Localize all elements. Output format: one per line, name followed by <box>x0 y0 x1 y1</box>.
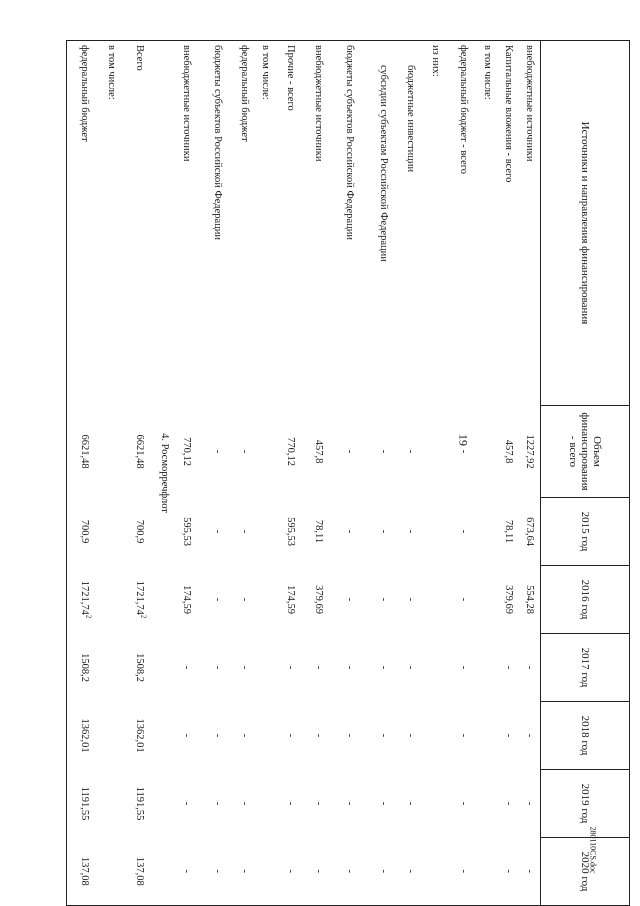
cell-value: - <box>503 733 515 738</box>
cell-y2018 <box>172 702 200 770</box>
cell-y2020 <box>477 838 498 906</box>
cell-y2017 <box>276 634 304 702</box>
cell-value: - <box>212 529 223 534</box>
cell-y2017 <box>234 634 255 702</box>
cell-y2015 <box>101 498 122 566</box>
cell-total <box>449 406 477 498</box>
cell-value: 1362,01 <box>79 718 90 753</box>
header-2019: 2019 год <box>541 770 630 838</box>
cell-value: - <box>405 449 417 454</box>
cell-value: 137,08 <box>134 856 145 886</box>
table-row <box>366 41 400 906</box>
document-filename: 280110CS.doc <box>588 826 598 874</box>
cell-y2020 <box>519 838 541 906</box>
table-row <box>276 41 304 906</box>
cell-y2015 <box>304 498 332 566</box>
cell-y2018 <box>519 702 541 770</box>
cell-value: - <box>212 665 223 670</box>
table-header-row <box>541 41 630 906</box>
cell-y2016 <box>366 566 400 634</box>
cell-value: - <box>313 733 324 738</box>
cell-total <box>67 406 102 498</box>
cell-y2018 <box>400 702 421 770</box>
cell-value: - <box>458 449 469 454</box>
cell-total <box>276 406 304 498</box>
cell-y2016 <box>122 566 156 634</box>
row-label: федеральный бюджет <box>67 41 102 406</box>
table-row <box>519 41 541 906</box>
table-row <box>477 41 498 906</box>
table-row <box>122 41 156 906</box>
cell-value: - <box>285 733 296 738</box>
cell-y2016 <box>276 566 304 634</box>
cell-y2020 <box>400 838 421 906</box>
row-label: внебюджетные источники <box>524 45 536 162</box>
cell-value: - <box>344 449 355 454</box>
cell-y2017 <box>304 634 332 702</box>
cell-y2019 <box>498 770 519 838</box>
cell-total <box>101 406 122 498</box>
cell-y2020 <box>304 838 332 906</box>
cell-value: 1227,92 <box>524 434 536 469</box>
cell-y2019 <box>366 770 400 838</box>
cell-y2015 <box>172 498 200 566</box>
table-row <box>234 41 255 906</box>
cell-value: 1721,74 <box>79 580 90 615</box>
cell-total <box>519 406 541 498</box>
row-label: в том числе: <box>260 45 272 100</box>
cell-y2015 <box>200 498 234 566</box>
row-label: внебюджетные источники <box>313 45 324 162</box>
cell-y2019 <box>400 770 421 838</box>
cell-y2019 <box>519 770 541 838</box>
cell-value: - <box>524 801 536 806</box>
cell-y2020 <box>234 838 255 906</box>
cell-total <box>200 406 234 498</box>
cell-y2015 <box>332 498 366 566</box>
cell-y2015 <box>366 498 400 566</box>
cell-y2020 <box>366 838 400 906</box>
cell-y2019 <box>255 770 276 838</box>
cell-value: - <box>524 665 536 670</box>
cell-y2015 <box>234 498 255 566</box>
cell-y2019 <box>421 770 449 838</box>
cell-value: - <box>344 665 355 670</box>
cell-total <box>477 406 498 498</box>
cell-value: 457,8 <box>503 439 515 464</box>
cell-y2016 <box>332 566 366 634</box>
footnote-marker: 2 <box>139 614 148 619</box>
cell-value: 457,8 <box>313 439 324 464</box>
cell-y2015 <box>449 498 477 566</box>
cell-y2017 <box>200 634 234 702</box>
row-label: Прочие - всего <box>285 45 296 111</box>
cell-y2018 <box>200 702 234 770</box>
cell-y2017 <box>519 634 541 702</box>
cell-value: - <box>212 733 223 738</box>
cell-value: 379,69 <box>503 585 515 614</box>
cell-y2018 <box>421 702 449 770</box>
cell-value: 379,69 <box>313 585 324 614</box>
cell-value: - <box>285 869 296 873</box>
table-row <box>421 41 449 906</box>
cell-y2020 <box>449 838 477 906</box>
cell-y2016 <box>449 566 477 634</box>
cell-y2017 <box>67 634 102 702</box>
cell-y2019 <box>122 770 156 838</box>
cell-value: - <box>285 665 296 670</box>
cell-value: 700,9 <box>79 519 90 544</box>
cell-y2016 <box>234 566 255 634</box>
cell-value: - <box>458 733 469 738</box>
cell-value: - <box>181 665 192 670</box>
cell-value: - <box>285 801 296 806</box>
cell-value: - <box>181 869 192 873</box>
cell-total <box>366 406 400 498</box>
cell-value: - <box>344 869 355 873</box>
cell-y2019 <box>276 770 304 838</box>
cell-value: - <box>458 597 469 602</box>
cell-y2017 <box>122 634 156 702</box>
cell-value: 6621,48 <box>134 434 145 469</box>
cell-value: - <box>212 597 223 602</box>
cell-y2016 <box>498 566 519 634</box>
cell-y2017 <box>172 634 200 702</box>
cell-value: - <box>458 665 469 670</box>
cell-y2020 <box>200 838 234 906</box>
cell-value: - <box>524 869 536 873</box>
cell-y2019 <box>101 770 122 838</box>
cell-y2017 <box>421 634 449 702</box>
cell-value: 554,28 <box>524 585 536 614</box>
cell-y2018 <box>477 702 498 770</box>
cell-value: 700,9 <box>134 519 145 544</box>
row-label: субсидии субъектам Российской Федерации <box>378 65 389 262</box>
cell-y2018 <box>449 702 477 770</box>
cell-y2015 <box>67 498 102 566</box>
cell-value: - <box>378 665 389 670</box>
cell-y2018 <box>332 702 366 770</box>
cell-y2018 <box>101 702 122 770</box>
cell-value: - <box>405 529 417 534</box>
rotated-table-container <box>79 40 630 905</box>
cell-total <box>255 406 276 498</box>
cell-y2020 <box>421 838 449 906</box>
cell-y2016 <box>400 566 421 634</box>
cell-value: 1191,55 <box>134 786 145 821</box>
cell-value: - <box>239 801 251 806</box>
cell-total <box>122 406 156 498</box>
row-label: федеральный бюджет <box>239 45 251 142</box>
cell-value: 1508,2 <box>79 653 90 682</box>
cell-value: - <box>458 529 469 534</box>
cell-y2018 <box>276 702 304 770</box>
cell-value: - <box>239 665 251 670</box>
table-row <box>67 41 102 906</box>
cell-y2020 <box>255 838 276 906</box>
cell-value: 595,53 <box>285 517 296 546</box>
table-row <box>101 41 122 906</box>
cell-y2020 <box>276 838 304 906</box>
cell-value: - <box>239 449 251 454</box>
cell-y2020 <box>332 838 366 906</box>
cell-total <box>172 406 200 498</box>
cell-y2017 <box>400 634 421 702</box>
table-row <box>172 41 200 906</box>
table-row <box>255 41 276 906</box>
header-2017: 2017 год <box>541 634 630 702</box>
cell-value: - <box>313 869 324 873</box>
cell-y2016 <box>477 566 498 634</box>
cell-value: 174,59 <box>285 585 296 614</box>
cell-value: - <box>405 733 417 738</box>
cell-value: 673,64 <box>524 517 536 546</box>
cell-value: 770,12 <box>285 437 296 466</box>
cell-y2019 <box>172 770 200 838</box>
cell-y2020 <box>122 838 156 906</box>
table-row <box>449 41 477 906</box>
cell-y2019 <box>477 770 498 838</box>
table-row <box>400 41 421 906</box>
cell-value: 1362,01 <box>134 718 145 753</box>
cell-y2016 <box>304 566 332 634</box>
cell-value: - <box>212 801 223 806</box>
cell-value: - <box>344 801 355 806</box>
cell-value: - <box>405 869 417 873</box>
cell-value: - <box>458 801 469 806</box>
cell-value: 1191,55 <box>79 786 90 821</box>
cell-total <box>400 406 421 498</box>
cell-value: - <box>212 449 223 454</box>
cell-total <box>421 406 449 498</box>
cell-total <box>498 406 519 498</box>
row-label: в том числе: <box>106 45 118 100</box>
cell-value: - <box>378 801 389 806</box>
cell-y2019 <box>304 770 332 838</box>
cell-total <box>234 406 255 498</box>
cell-value: 1721,74 <box>134 580 145 615</box>
cell-value: 1508,2 <box>134 653 145 682</box>
row-label: Капитальные вложения - всего <box>503 45 515 183</box>
header-2020: 2020 год <box>541 838 630 906</box>
cell-value: - <box>313 665 324 670</box>
cell-value: - <box>239 529 251 534</box>
cell-y2019 <box>67 770 102 838</box>
cell-y2020 <box>172 838 200 906</box>
cell-y2020 <box>67 838 102 906</box>
cell-y2015 <box>477 498 498 566</box>
row-label: бюджеты субъектов Российской Федерации <box>212 45 223 241</box>
cell-y2019 <box>449 770 477 838</box>
cell-y2015 <box>122 498 156 566</box>
cell-value: 78,11 <box>313 519 324 544</box>
table-row <box>200 41 234 906</box>
cell-y2017 <box>498 634 519 702</box>
cell-y2016 <box>519 566 541 634</box>
cell-value: - <box>344 529 355 534</box>
header-total: Объем финансирования - всего <box>541 406 630 498</box>
cell-value: - <box>212 869 223 873</box>
cell-y2016 <box>200 566 234 634</box>
cell-y2015 <box>421 498 449 566</box>
cell-y2020 <box>101 838 122 906</box>
financing-table <box>66 40 630 906</box>
cell-y2018 <box>122 702 156 770</box>
cell-value: - <box>405 801 417 806</box>
cell-value: - <box>378 869 389 873</box>
cell-value: - <box>239 597 251 602</box>
cell-y2017 <box>477 634 498 702</box>
cell-y2019 <box>234 770 255 838</box>
cell-value: - <box>378 449 389 454</box>
cell-y2018 <box>67 702 102 770</box>
cell-y2017 <box>101 634 122 702</box>
header-2018: 2018 год <box>541 702 630 770</box>
cell-value: - <box>239 869 251 873</box>
cell-value: - <box>313 801 324 806</box>
table-row <box>498 41 519 906</box>
cell-value: 595,53 <box>181 517 192 546</box>
cell-total <box>332 406 366 498</box>
cell-value: - <box>378 733 389 738</box>
cell-value: - <box>405 665 417 670</box>
cell-value: - <box>378 597 389 602</box>
cell-y2015 <box>400 498 421 566</box>
row-label: федеральный бюджет - всего <box>458 45 469 175</box>
row-label: Всего <box>134 45 145 71</box>
cell-y2017 <box>332 634 366 702</box>
cell-y2018 <box>255 702 276 770</box>
cell-y2015 <box>255 498 276 566</box>
cell-y2018 <box>304 702 332 770</box>
cell-value: - <box>344 597 355 602</box>
cell-value: - <box>181 801 192 806</box>
cell-y2017 <box>449 634 477 702</box>
cell-y2018 <box>366 702 400 770</box>
cell-y2016 <box>172 566 200 634</box>
cell-y2018 <box>234 702 255 770</box>
cell-y2015 <box>498 498 519 566</box>
row-label: внебюджетные источники <box>181 45 192 162</box>
cell-value: - <box>503 869 515 873</box>
header-source: Источники и направления финансирования <box>541 41 630 406</box>
cell-value: 770,12 <box>181 437 192 466</box>
cell-y2019 <box>200 770 234 838</box>
row-label: в том числе: <box>482 45 494 100</box>
cell-y2016 <box>67 566 102 634</box>
cell-value: 174,59 <box>181 585 192 614</box>
footnote-marker: 2 <box>84 614 93 619</box>
section-row <box>156 41 172 906</box>
cell-value: - <box>524 733 536 738</box>
cell-y2018 <box>498 702 519 770</box>
cell-y2017 <box>255 634 276 702</box>
table-row <box>332 41 366 906</box>
cell-value: - <box>503 801 515 806</box>
row-label: бюджетные инвестиции <box>405 65 417 173</box>
cell-y2020 <box>498 838 519 906</box>
table-row <box>304 41 332 906</box>
cell-y2016 <box>255 566 276 634</box>
section-title: 4. Росморречфлот <box>159 433 170 513</box>
cell-y2016 <box>421 566 449 634</box>
cell-value: - <box>181 733 192 738</box>
row-label: бюджеты субъектов Российской Федерации <box>344 45 355 241</box>
cell-y2015 <box>519 498 541 566</box>
cell-value: - <box>405 597 417 602</box>
cell-value: 6621,48 <box>79 434 90 469</box>
cell-y2016 <box>101 566 122 634</box>
cell-value: 78,11 <box>503 519 515 544</box>
cell-value: 137,08 <box>79 856 90 886</box>
cell-y2019 <box>332 770 366 838</box>
cell-y2017 <box>366 634 400 702</box>
cell-value: - <box>503 665 515 670</box>
header-2016: 2016 год <box>541 566 630 634</box>
cell-value: - <box>344 733 355 738</box>
cell-value: - <box>458 869 469 873</box>
page-number: 19 <box>456 434 471 446</box>
cell-value: - <box>239 733 251 738</box>
cell-total <box>304 406 332 498</box>
cell-value: - <box>378 529 389 534</box>
row-label: из них: <box>430 45 441 77</box>
cell-y2015 <box>276 498 304 566</box>
header-2015: 2015 год <box>541 498 630 566</box>
